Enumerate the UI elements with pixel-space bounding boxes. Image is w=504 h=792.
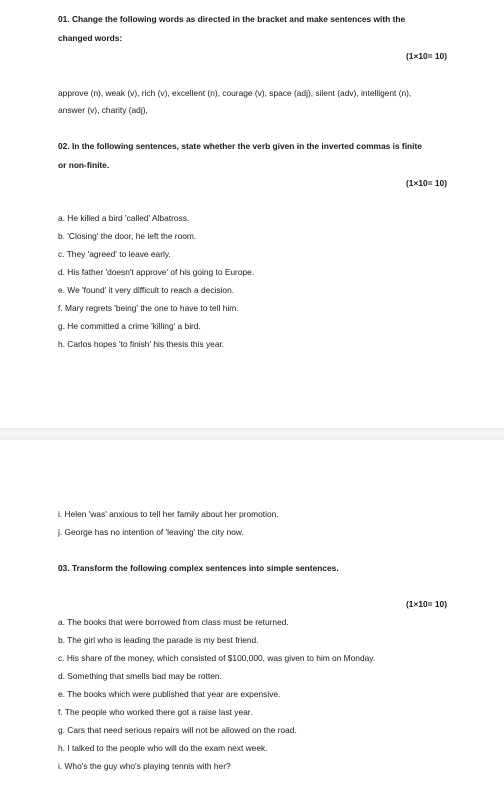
page-divider <box>0 428 504 440</box>
q2-title-line1: 02. In the following sentences, state whether the verb given in the inverted commas is finite <box>58 141 422 151</box>
list-item: d. His father 'doesn't approve' of his going to Europe. <box>58 267 255 277</box>
list-item: c. His share of the money, which consisted of $100,000, was given to him on Monday. <box>58 653 376 663</box>
list-item: b. 'Closing' the door, he left the room. <box>58 231 197 241</box>
list-item: j. George has no intention of 'leaving' the city now. <box>58 527 244 537</box>
q3-title: 03. Transform the following complex sentences into simple sentences. <box>58 563 339 573</box>
page-two <box>0 440 504 792</box>
list-item: a. The books that were borrowed from class must be returned. <box>58 617 289 627</box>
list-item: e. The books which were published that year are expensive. <box>58 689 281 699</box>
q3-marks: (1×10= 10) <box>406 599 447 609</box>
list-item: d. Something that smells bad may be rotten. <box>58 671 222 681</box>
list-item: a. He killed a bird 'called' Albatross. <box>58 213 190 223</box>
q1-words-line1: approve (n), weak (v), rich (v), excellent (n), courage (v), space (adj), silent (adv), intelligent (n), <box>58 88 412 98</box>
q2-title-line2: or non-finite. <box>58 160 110 170</box>
q1-marks: (1×10= 10) <box>406 51 447 61</box>
q1-words-line2: answer (v), charity (adj), <box>58 105 148 115</box>
list-item: g. He committed a crime 'killing' a bird. <box>58 321 201 331</box>
q2-marks: (1×10= 10) <box>406 178 447 188</box>
list-item: f. Mary regrets 'being' the one to have to tell him. <box>58 303 239 313</box>
q1-title-line2: changed words: <box>58 33 123 43</box>
list-item: h. I talked to the people who will do the exam next week. <box>58 743 268 753</box>
list-item: b. The girl who is leading the parade is my best friend. <box>58 635 259 645</box>
list-item: h. Carlos hopes 'to finish' his thesis this year. <box>58 339 225 349</box>
list-item: i. Helen 'was' anxious to tell her family about her promotion. <box>58 509 279 519</box>
q1-title-line1: 01. Change the following words as directed in the bracket and make sentences with the <box>58 14 406 24</box>
list-item: i. Who's the guy who's playing tennis with her? <box>58 761 231 771</box>
list-item: e. We 'found' it very difficult to reach a decision. <box>58 285 235 295</box>
list-item: f. The people who worked there got a raise last year. <box>58 707 253 717</box>
list-item: c. They 'agreed' to leave early. <box>58 249 171 259</box>
list-item: g. Cars that need serious repairs will not be allowed on the road. <box>58 725 297 735</box>
